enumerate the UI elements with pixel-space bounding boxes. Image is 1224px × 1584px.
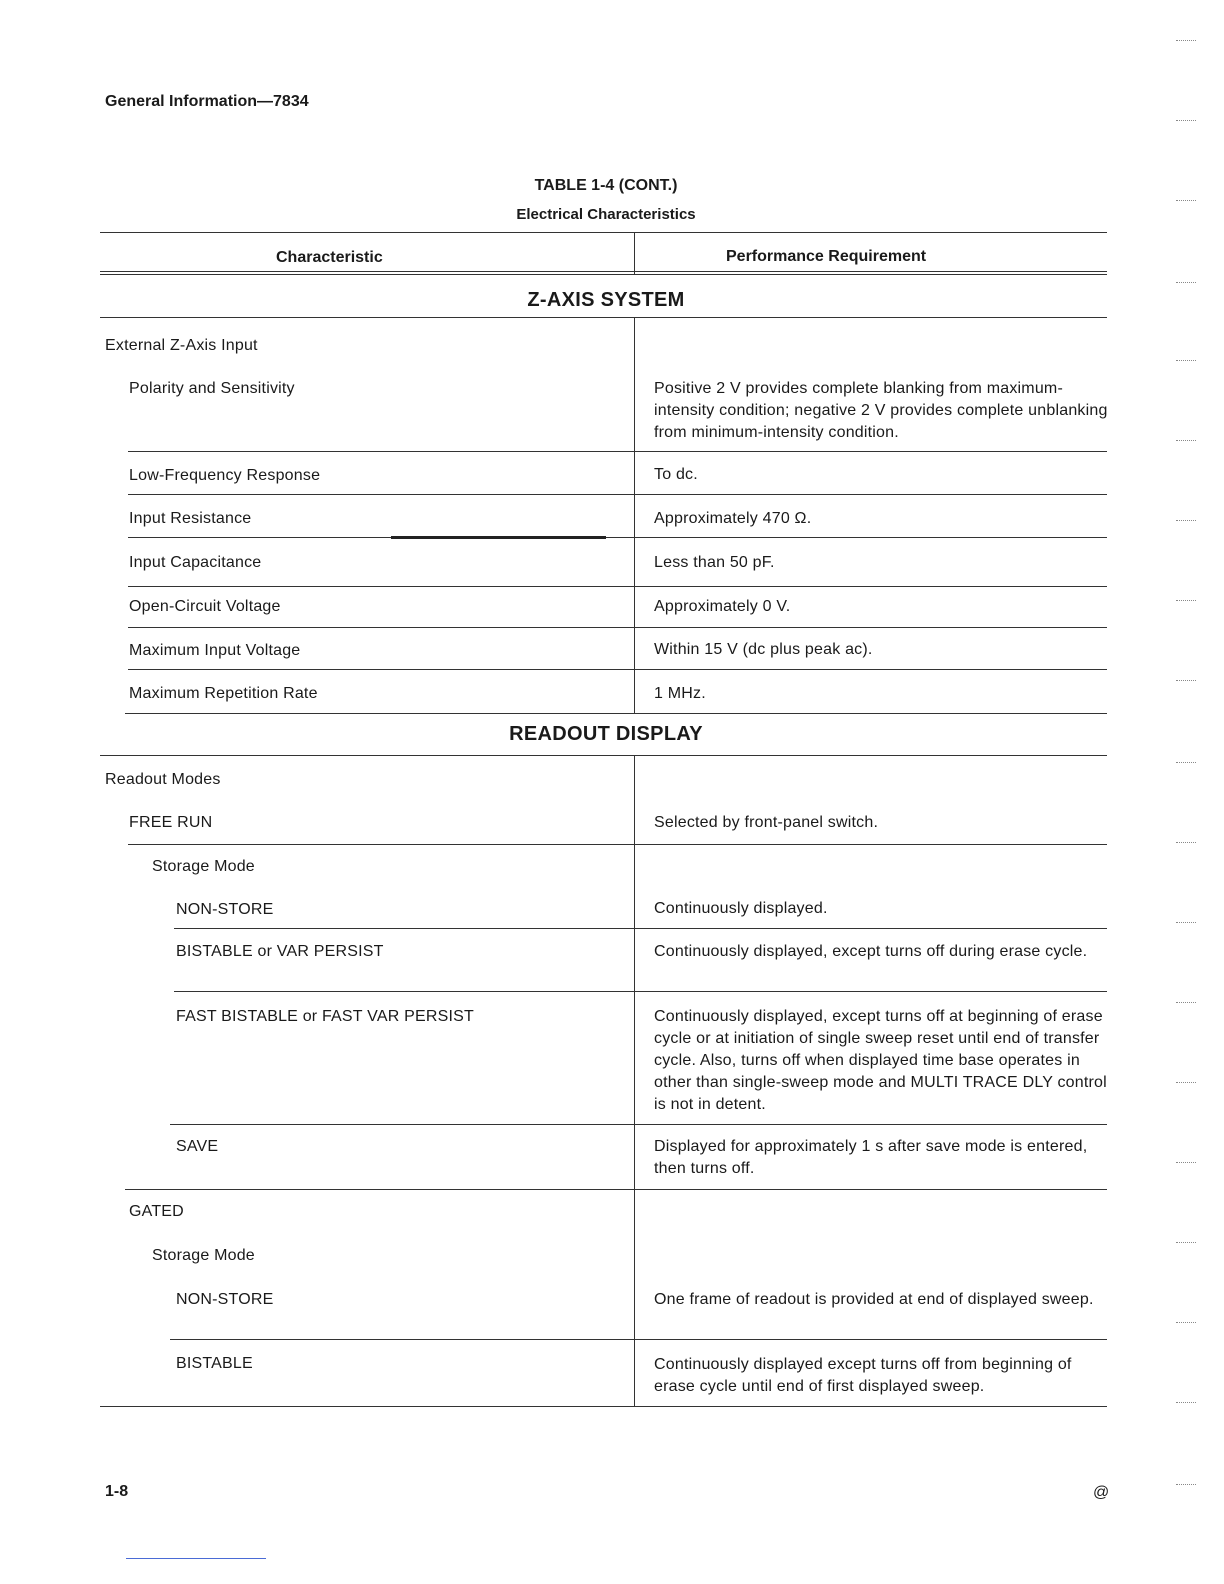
characteristic-cell: Storage Mode <box>152 1247 255 1264</box>
scan-margin-mark <box>1176 200 1196 201</box>
row-rule <box>170 1124 1107 1125</box>
header-double-rule <box>100 271 1107 275</box>
page-number: 1-8 <box>105 1483 129 1500</box>
row-rule <box>174 991 1107 992</box>
section-rule-zaxis <box>100 317 1107 318</box>
characteristic-cell: BISTABLE <box>176 1355 253 1372</box>
requirement-cell: Continuously displayed. <box>654 900 828 917</box>
row-rule <box>128 669 1107 670</box>
characteristic-cell: BISTABLE or VAR PERSIST <box>176 943 384 960</box>
characteristic-cell: Readout Modes <box>105 771 221 788</box>
table-subtitle: Electrical Characteristics <box>516 206 696 223</box>
row-rule <box>125 713 1107 714</box>
scan-margin-mark <box>1176 842 1196 843</box>
scan-margin-mark <box>1176 1002 1196 1003</box>
requirement-cell: Continuously displayed, except turns off during erase cycle. <box>654 943 1088 960</box>
row-rule <box>174 928 1107 929</box>
scan-margin-mark <box>1176 520 1196 521</box>
scan-margin-mark <box>1176 40 1196 41</box>
table-title: TABLE 1-4 (CONT.) <box>534 177 678 194</box>
scan-margin-mark <box>1176 762 1196 763</box>
requirement-cell: Continuously displayed, except turns off at beginning of erase cycle or at initiation of single sweep reset until end of transfer cycle. Also, turns off when displayed time base operates in other than single-sweep mode and MULTI TRACE DLY control is not in detent. <box>654 1008 1107 1113</box>
scan-margin-mark <box>1176 1484 1196 1485</box>
row-rule <box>128 451 1107 452</box>
requirement-cell: One frame of readout is provided at end of displayed sweep. <box>654 1291 1094 1308</box>
characteristic-cell: Maximum Input Voltage <box>129 642 301 659</box>
characteristic-cell: NON-STORE <box>176 901 274 918</box>
requirement-cell: Within 15 V (dc plus peak ac). <box>654 641 873 658</box>
row-rule <box>170 1339 1107 1340</box>
section-rule-readout <box>100 755 1107 756</box>
scan-margin-mark <box>1176 1082 1196 1083</box>
column-divider <box>634 317 635 713</box>
characteristic-cell: NON-STORE <box>176 1291 274 1308</box>
scan-margin-mark <box>1176 1162 1196 1163</box>
characteristic-cell: Input Capacitance <box>129 554 262 571</box>
requirement-cell: Approximately 470 Ω. <box>654 510 812 527</box>
characteristic-cell: SAVE <box>176 1138 219 1155</box>
characteristic-cell: Open-Circuit Voltage <box>129 598 281 615</box>
page-header: General Information—7834 <box>105 93 309 110</box>
row-rule <box>125 1189 1107 1190</box>
characteristic-cell: Input Resistance <box>129 510 252 527</box>
table-top-rule <box>100 232 1107 233</box>
scan-margin-mark <box>1176 600 1196 601</box>
characteristic-cell: Polarity and Sensitivity <box>129 380 295 397</box>
requirement-cell: Positive 2 V provides complete blanking from maximum-intensity condition; negative 2 V provides complete unblanking from minimum-intensity condition. <box>654 380 1108 441</box>
row-rule <box>128 627 1107 628</box>
column-header-characteristic: Characteristic <box>276 249 383 266</box>
scan-margin-mark <box>1176 440 1196 441</box>
scan-margin-mark <box>1176 120 1196 121</box>
requirement-cell: Less than 50 pF. <box>654 554 775 571</box>
row-rule <box>128 537 1107 538</box>
scan-margin-mark <box>1176 1322 1196 1323</box>
column-divider <box>634 755 635 1407</box>
scan-margin-mark <box>1176 922 1196 923</box>
table-bottom-rule <box>100 1406 1107 1407</box>
requirement-cell: Approximately 0 V. <box>654 598 791 615</box>
scan-margin-mark <box>1176 282 1196 283</box>
row-rule <box>128 494 1107 495</box>
requirement-cell: To dc. <box>654 466 698 483</box>
characteristic-cell: Storage Mode <box>152 858 255 875</box>
row-rule <box>128 844 1107 845</box>
column-header-requirement: Performance Requirement <box>726 248 927 265</box>
scan-margin-mark <box>1176 1402 1196 1403</box>
column-divider <box>634 232 635 274</box>
copyright-mark: @ <box>1093 1484 1110 1501</box>
scan-margin-mark <box>1176 360 1196 361</box>
characteristic-cell: FAST BISTABLE or FAST VAR PERSIST <box>176 1008 474 1025</box>
section-heading-zaxis: Z-AXIS SYSTEM <box>527 289 685 311</box>
characteristic-cell: Low-Frequency Response <box>129 467 321 484</box>
requirement-cell: 1 MHz. <box>654 685 706 702</box>
requirement-cell: Selected by front-panel switch. <box>654 814 879 831</box>
characteristic-cell: FREE RUN <box>129 814 213 831</box>
characteristic-cell: GATED <box>129 1203 184 1220</box>
characteristic-cell: Maximum Repetition Rate <box>129 685 318 702</box>
section-heading-readout: READOUT DISPLAY <box>509 723 703 745</box>
scan-margin-mark <box>1176 1242 1196 1243</box>
requirement-cell: Continuously displayed except turns off from beginning of erase cycle until end of first displayed sweep. <box>654 1356 1072 1395</box>
requirement-cell: Displayed for approximately 1 s after save mode is entered, then turns off. <box>654 1138 1088 1177</box>
scan-margin-mark <box>1176 680 1196 681</box>
row-rule <box>128 586 1107 587</box>
rule-mark <box>391 536 606 539</box>
bottom-edge-line <box>126 1558 266 1559</box>
characteristic-cell: External Z-Axis Input <box>105 337 258 354</box>
